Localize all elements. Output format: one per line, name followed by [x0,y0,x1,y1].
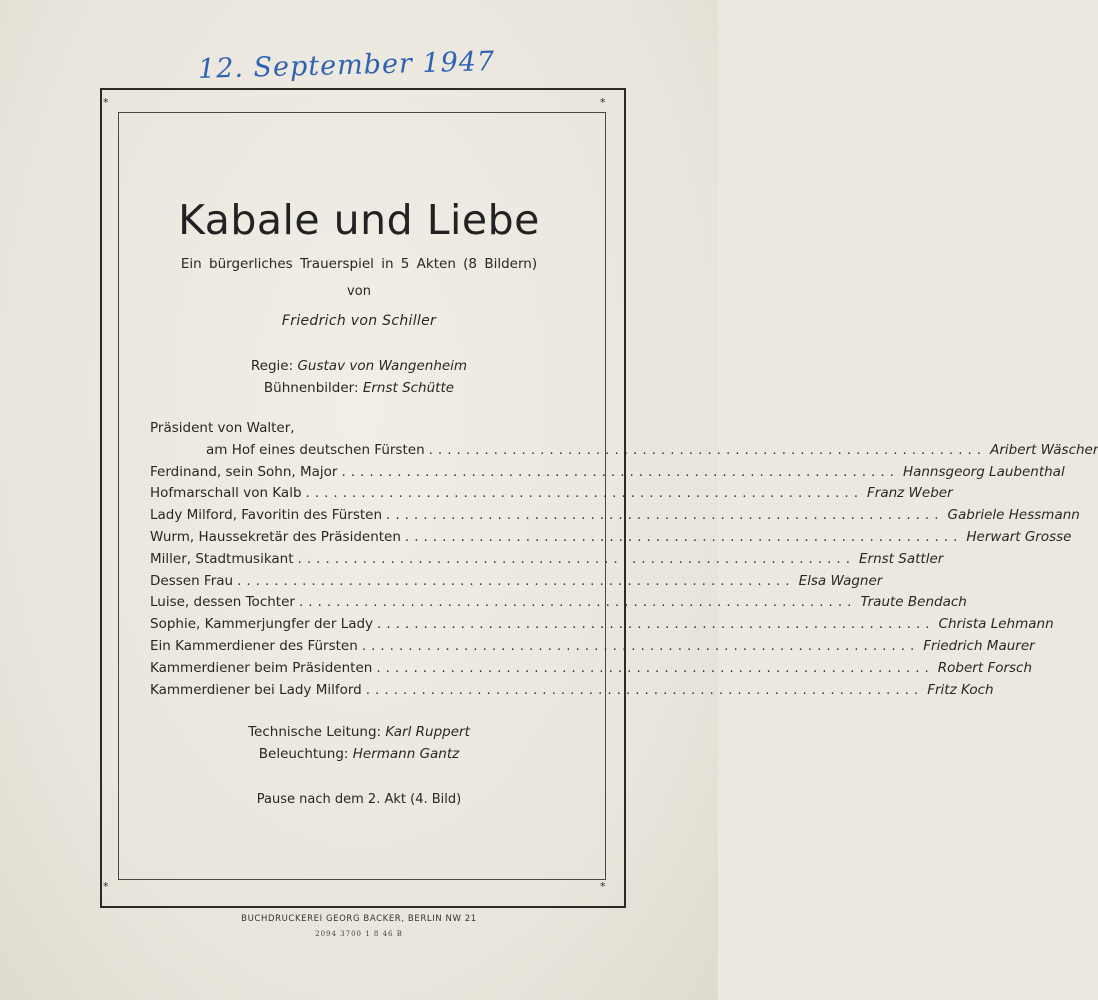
cast-actor: Ernst Sattler [859,550,944,567]
cast-row [150,420,562,442]
handwritten-date: 12. September 1947 [197,46,496,85]
cast-row [150,659,1033,682]
intermission-note: Pause nach dem 2. Akt (4. Bild) [256,792,462,807]
leader-dots: ............................................................ [365,681,924,698]
cast-actor: Aribert Wäscher [990,441,1098,458]
ornament-star-icon: * [600,96,606,109]
cast-role: Wurm, Haussekretär des Präsidenten [150,528,401,545]
print-code: 2094 3700 1 8 46 B [315,930,403,938]
leader-dots: ............................................................ [305,485,864,502]
cast-role: Dessen Frau [150,572,234,589]
ornament-star-icon: * [103,96,109,109]
cast-role: Hofmarschall von Kalb [150,485,302,502]
cast-row [150,572,883,595]
cast-role: Sophie, Kammerjungfer der Lady [150,616,374,633]
leader-dots: ............................................................ [298,594,857,611]
director-credit [0,358,718,374]
leader-dots: ............................................................ [404,528,963,545]
credit-name: Gustav von Wangenheim [297,358,468,374]
leader-dots: ............................................................ [237,572,795,589]
cast-actor: Elsa Wagner [798,572,883,589]
cast-row [150,528,1072,551]
cast-role: Miller, Stadtmusikant [150,550,294,567]
credit-label: Regie: [250,358,294,374]
credit-name: Karl Ruppert [385,724,470,740]
cast-actor: Franz Weber [867,485,953,502]
leader-dots: ............................................................ [361,637,920,654]
credit-label: Technische Leitung: [248,724,382,740]
author-name: Friedrich von Schiller [281,313,437,329]
cast-actor: Robert Forsch [937,659,1033,676]
cast-role: Lady Milford, Favoritin des Fürsten [150,507,383,524]
cast-actor: Traute Bendach [860,594,967,611]
cast-role: am Hof eines deutschen Fürsten [206,441,425,458]
cast-role: Präsident von Walter, [150,420,295,436]
printer-imprint: BUCHDRUCKEREI GEORG BACKER, BERLIN NW 21 [241,914,477,924]
cast-actor: Christa Lehmann [938,616,1054,633]
play-title: Kabale und Liebe [178,196,540,244]
cast-row [150,594,967,616]
cast-row [150,507,1080,529]
cast-row [150,463,1065,486]
credit-name: Ernst Schütte [362,380,455,396]
leader-dots: ............................................................ [341,463,899,480]
leader-dots: ............................................................ [376,659,934,676]
cast-actor: Gabriele Hessmann [947,507,1080,524]
play-subtitle: Ein bürgerliches Trauerspiel in 5 Akten (8 Bildern) [180,256,538,272]
leader-dots: ............................................................ [377,616,935,633]
cast-role: Luise, dessen Tochter [150,594,295,611]
credit-name: Hermann Gantz [352,746,460,762]
leader-dots: ............................................................ [428,441,987,458]
cast-role: Kammerdiener bei Lady Milford [150,681,362,698]
stage-design-credit [0,380,718,396]
cast-list [150,420,1098,703]
cast-role: Ferdinand, sein Sohn, Major [150,463,338,480]
technical-director-credit [0,724,718,740]
by-line: von [347,284,371,299]
credit-label: Beleuchtung: [258,746,349,762]
cast-row [150,441,1098,464]
cast-actor: Hannsgeorg Laubenthal [902,463,1065,480]
leader-dots: ............................................................ [297,550,856,567]
cast-actor: Fritz Koch [927,681,994,698]
cast-row [150,485,953,507]
cast-row [150,550,944,573]
cast-row [150,681,994,704]
ornament-star-icon: * [600,880,606,893]
cast-actor: Herwart Grosse [966,528,1072,545]
lighting-credit [0,746,718,762]
cast-row [150,637,1035,660]
credit-label: Bühnenbilder: [263,380,359,396]
leader-dots: ............................................................ [386,507,944,524]
cast-role: Ein Kammerdiener des Fürsten [150,637,358,654]
cast-actor: Friedrich Maurer [923,637,1035,654]
cast-row [150,616,1054,638]
cast-role: Kammerdiener beim Präsidenten [150,659,373,676]
ornament-star-icon: * [103,880,109,893]
